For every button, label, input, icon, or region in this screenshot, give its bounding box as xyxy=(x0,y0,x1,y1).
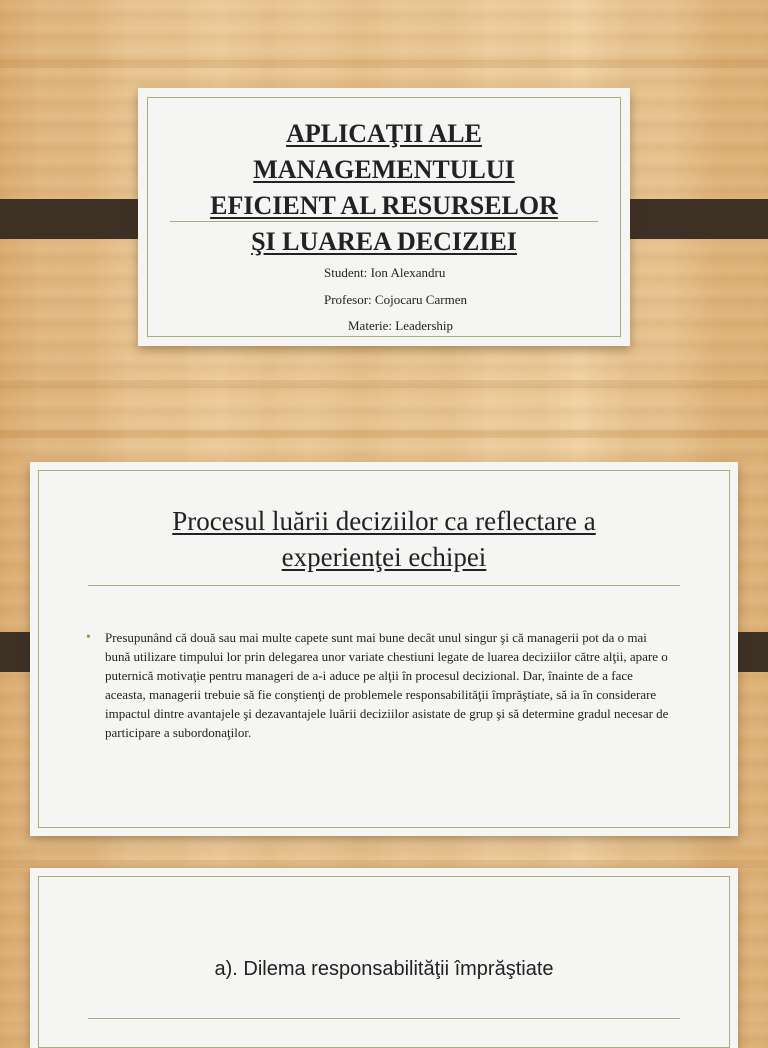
slide-title-line-4: ŞI LUAREA DECIZIEI xyxy=(251,227,517,256)
professor-name: Profesor: Cojocaru Carmen xyxy=(324,292,467,307)
wood-grain xyxy=(0,430,768,438)
bullet-icon: • xyxy=(86,630,91,645)
slide-title-line-2: MANAGEMENTULUI xyxy=(253,155,515,184)
bullet-text: Presupunând că două sau mai multe capete sunt mai bune decât unul singur şi că managerii pot da o mai bună utilizare timpului lor prin delegarea unor variate chestiuni legate de luarea deciziilor către alţii, apare o puternică motivaţie pentru manageri de a-i aduce pe alţii în procesul decizional. Dar, înainte de a face aceasta, managerii trebuie să fie conştienţi de problemele responsabilităţii împrăştiate, să ia în considerare impactul dintre avantajele şi dezavantajele luării deciziilor asistate de grup şi să determine gradul necesar de participare a subordonaţilor. xyxy=(105,630,669,740)
wood-grain xyxy=(0,380,768,388)
slide-heading: a). Dilema responsabilităţii împrăştiate xyxy=(214,958,554,980)
wood-grain xyxy=(0,60,768,68)
decorative-bar-right xyxy=(613,199,768,239)
heading-divider xyxy=(88,585,680,586)
slide-title-line-1: APLICAŢII ALE xyxy=(286,119,482,148)
wood-grain xyxy=(0,860,768,868)
title-slide xyxy=(138,88,630,346)
student-name: Student: Ion Alexandru xyxy=(324,265,446,280)
slide-title-line-3: EFICIENT AL RESURSELOR xyxy=(210,191,558,220)
decorative-bar-left xyxy=(0,199,155,239)
title-divider xyxy=(170,221,598,222)
slide-heading-line-1: Procesul luării deciziilor ca reflectare a xyxy=(172,506,596,536)
bullet-list-item xyxy=(86,628,672,742)
slide-heading-line-2: experienţei echipei xyxy=(281,542,487,572)
subject-name: Materie: Leadership xyxy=(348,318,454,333)
heading-divider xyxy=(88,1018,680,1019)
